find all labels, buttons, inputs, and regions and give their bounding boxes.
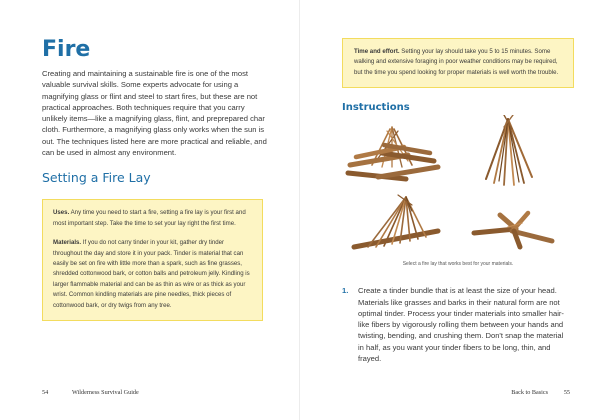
time-effort-callout bbox=[342, 38, 574, 88]
teepee-fire-lay-illustration bbox=[480, 115, 538, 187]
intro-paragraph: Creating and maintaining a sustainable fire is one of the most valuable survival skills. Some experts advocate for using a magnifying glass or flint and steel to start fires, but these are not practical approaches. Both techniques require that you carry unlikely items—like a magnifying glass, flint, and preprepared char cloth. Furthermore, a magnifying glass only works when the sun is out. The techniques listed here are more practical and reliable, and can be used in almost any environment. bbox=[42, 69, 267, 158]
page-title: Fire bbox=[42, 37, 91, 62]
right-running-head: Back to Basics bbox=[511, 389, 548, 396]
fire-lay-illustrations bbox=[342, 121, 574, 269]
instructions-heading: Instructions bbox=[342, 102, 410, 114]
right-page-number: 55 bbox=[563, 389, 570, 396]
time-effort-text: Setting your lay should take you 5 to 15 minutes. Some walking and extensive foraging in poor weather conditions may be required, but the time you spend looking for proper materials is well worth the trouble. bbox=[354, 48, 559, 76]
step-text: Create a tinder bundle that is at least the size of your head. Materials like grasses and barks in their natural form are not optimal tinder. Process your tinder materials into smaller hair-like fibers by vigorously rolling them between your hands and twisting, bending, and crushing them. Don't snap the material in half, as you want your tinder fibers to be long, thin, and frayed. bbox=[358, 286, 564, 363]
section-heading: Setting a Fire Lay bbox=[42, 170, 151, 186]
star-fire-lay-illustration bbox=[470, 207, 556, 251]
uses-lead: Uses. bbox=[53, 209, 70, 217]
materials-paragraph bbox=[53, 238, 252, 311]
materials-lead: Materials. bbox=[53, 239, 82, 247]
log-cabin-fire-lay-illustration bbox=[342, 121, 442, 183]
uses-materials-callout bbox=[42, 199, 263, 321]
materials-text: If you do not carry tinder in your kit, gather dry tinder throughout the day and store it in your pack. Tinder is material that can easily be set on fire with little more than a spark, such as fine grasses, shredded cottonwood bark, or cotton balls and petroleum jelly. Kindling is larger flammable material and can be as thin as wire or as thick as your wrist. Common kindling materials are pine needles, thick pieces of cottonwood bark, or dry twigs from any tree. bbox=[53, 239, 250, 309]
left-running-head: Wilderness Survival Guide bbox=[72, 389, 139, 396]
left-page-number: 54 bbox=[42, 389, 49, 396]
lean-to-fire-lay-illustration bbox=[350, 191, 442, 255]
uses-text: Any time you need to start a fire, setting a fire lay is your first and most important step. Take the time to set your lay right the first time. bbox=[53, 209, 246, 227]
time-effort-paragraph bbox=[354, 47, 562, 78]
step-number: 1. bbox=[342, 286, 349, 296]
time-effort-lead: Time and effort. bbox=[354, 48, 400, 55]
right-page bbox=[300, 0, 600, 420]
illustration-caption: Select a fire lay that works best for your materials. bbox=[402, 261, 514, 268]
uses-paragraph bbox=[53, 208, 252, 229]
instruction-step bbox=[342, 285, 570, 364]
